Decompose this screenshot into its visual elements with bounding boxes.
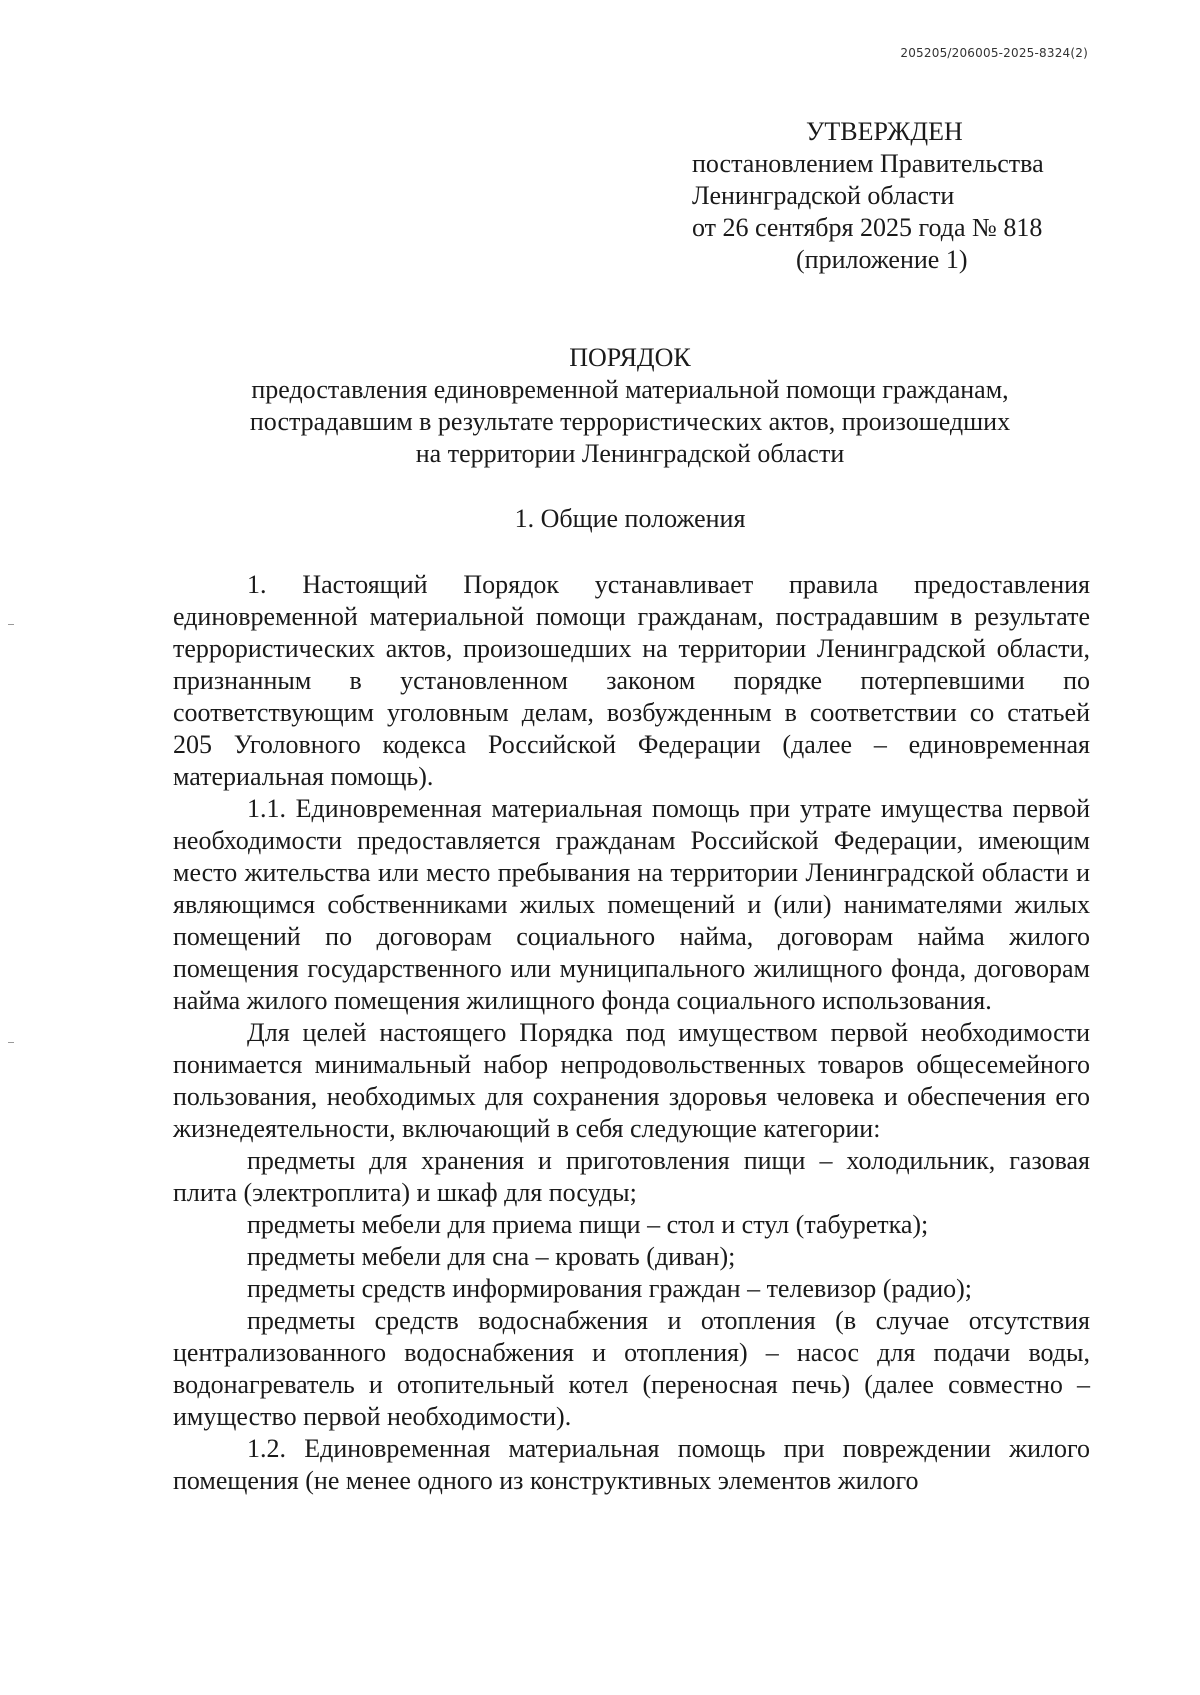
document-body — [173, 569, 1090, 1497]
title-line: на территории Ленинградской области — [415, 439, 845, 468]
title-heading: ПОРЯДОК — [569, 343, 691, 372]
list-paragraph: предметы средств информирования граждан – телевизор (радио); — [247, 1274, 973, 1303]
approval-line: Ленинградской области — [692, 181, 955, 210]
list-paragraph: предметы мебели для приема пищи – стол и стул (табуретка); — [247, 1210, 929, 1239]
approval-heading: УТВЕРЖДЕН — [806, 117, 963, 146]
document-title — [170, 342, 1090, 470]
scan-margin-mark — [8, 624, 14, 625]
approval-appendix-line: (приложение 1) — [796, 245, 968, 274]
paragraph: Для целей настоящего Порядка под имуществом первой необходимости понимается минимальный набор непродовольственных товаров общесемейного пользования, необходимых для сохранения здоровья человека и обеспечения его жизнедеятельности, включающий в себя следующие категории: — [173, 1018, 1090, 1143]
scan-margin-mark — [8, 1042, 14, 1043]
approval-date-line: от 26 сентября 2025 года № 818 — [692, 213, 1043, 242]
title-line: предоставления единовременной материальной помощи гражданам, — [251, 375, 1009, 404]
approval-stamp-block — [692, 116, 1092, 276]
document-number: 205205/206005-2025-8324(2) — [900, 46, 1088, 60]
list-paragraph: предметы средств водоснабжения и отопления (в случае отсутствия централизованного водоснабжения и отопления) – насос для подачи воды, водонагреватель и отопительный котел (переносная печь) (далее совместно – имущество первой необходимости). — [173, 1306, 1090, 1431]
list-paragraph: предметы для хранения и приготовления пищи – холодильник, газовая плита (электроплита) и шкаф для посуды; — [173, 1146, 1090, 1207]
paragraph: 1. Настоящий Порядок устанавливает правила предоставления единовременной материальной помощи гражданам, пострадавшим в результате террористических актов, произошедших на территории Ленинградской области, признанным в установленном законом порядке потерпевшими по соответствующим уголовным делам, возбужденным в соответствии со статьей 205 Уголовного кодекса Российской Федерации (далее – единовременная материальная помощь). — [173, 570, 1090, 791]
approval-line: постановлением Правительства — [692, 149, 1044, 178]
paragraph: 1.2. Единовременная материальная помощь при повреждении жилого помещения (не менее одного из конструктивных элементов жилого — [173, 1434, 1090, 1495]
title-line: пострадавшим в результате террористических актов, произошедших — [249, 407, 1011, 436]
paragraph: 1.1. Единовременная материальная помощь при утрате имущества первой необходимости предоставляется гражданам Российской Федерации, имеющим место жительства или место пребывания на территории Ленинградской области и являющимся собственниками жилых помещений и (или) нанимателями жилых помещений по договорам социального найма, договорам найма жилого помещения государственного или муниципального жилищного фонда, договорам найма жилого помещения жилищного фонда социального использования. — [173, 794, 1090, 1015]
list-paragraph: предметы мебели для сна – кровать (диван); — [247, 1242, 736, 1271]
section-title: 1. Общие положения — [514, 504, 746, 533]
